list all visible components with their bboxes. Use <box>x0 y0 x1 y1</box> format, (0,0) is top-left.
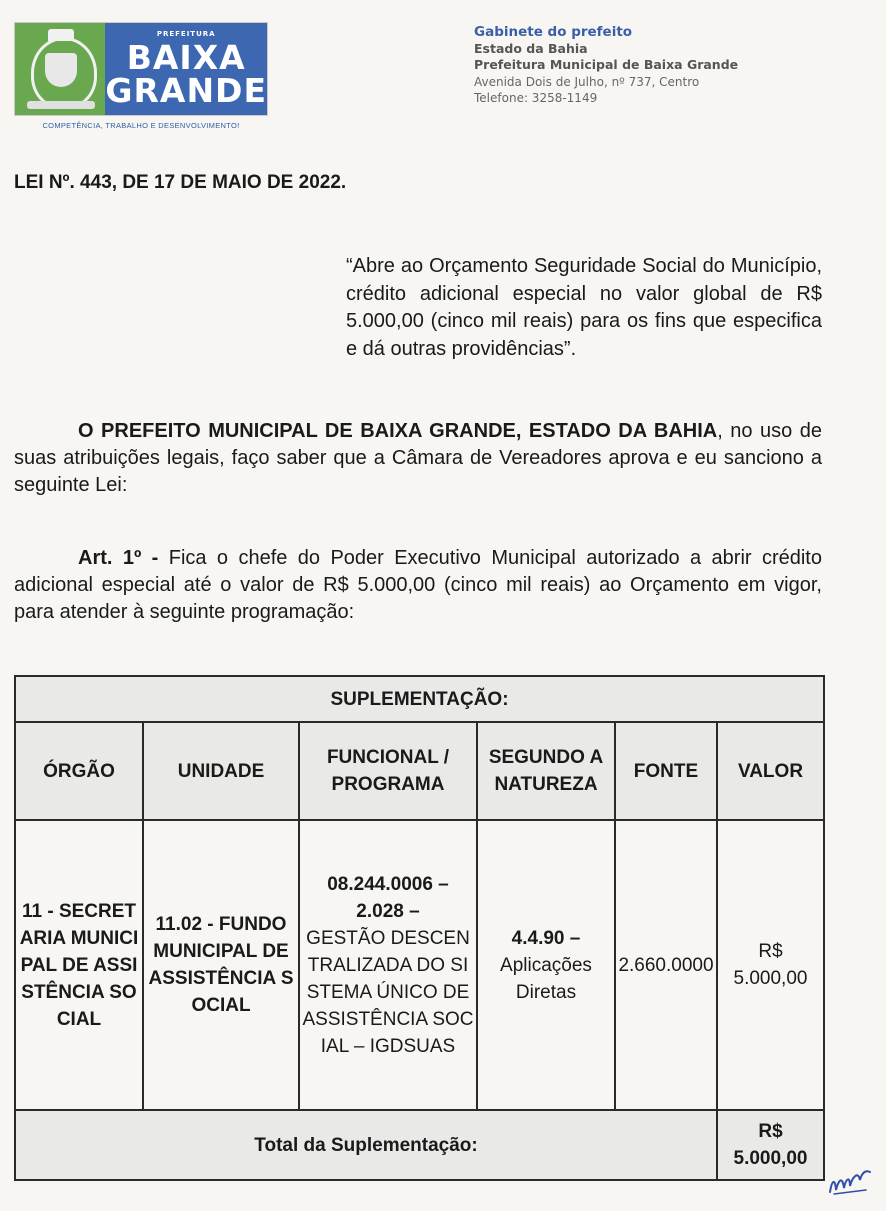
table-header-row <box>15 722 824 820</box>
preamble-paragraph <box>14 418 822 499</box>
logo-wordmark <box>105 23 267 115</box>
total-value: R$ 5.000,00 <box>717 1110 824 1180</box>
header-unidade: UNIDADE <box>143 722 299 820</box>
natureza-code: 4.4.90 – <box>511 927 581 949</box>
table-title-row <box>15 676 824 722</box>
office-name: Gabinete do prefeito <box>474 24 633 40</box>
funcional-code: 08.244.0006 – 2.028 – <box>327 873 449 922</box>
cell-funcional <box>299 820 477 1110</box>
total-label: Total da Suplementação: <box>15 1110 717 1180</box>
cell-natureza <box>477 820 615 1110</box>
office-phone: Telefone: 3258-1149 <box>474 91 598 105</box>
header-funcional: FUNCIONAL / PROGRAMA <box>299 722 477 820</box>
coat-of-arms-icon <box>15 23 105 115</box>
logo-word-1: BAIXA <box>126 38 246 77</box>
handwritten-initials <box>826 1166 874 1198</box>
cell-orgao: 11 - SECRETARIA MUNICIPAL DE ASSISTÊNCIA SOCIAL <box>15 820 143 1110</box>
law-title: LEI Nº. 443, DE 17 DE MAIO DE 2022. <box>14 172 347 193</box>
supplementation-table <box>14 675 825 1181</box>
table-title: SUPLEMENTAÇÃO: <box>15 676 824 722</box>
table-row <box>15 820 824 1110</box>
office-address-block <box>474 24 738 107</box>
municipal-logo <box>14 22 268 130</box>
preamble-authority: O PREFEITO MUNICIPAL DE BAIXA GRANDE, ESTADO DA BAHIA <box>78 420 718 442</box>
header-fonte: FONTE <box>615 722 717 820</box>
logo-word-2: GRANDE <box>105 71 267 110</box>
logo-banner <box>14 22 268 116</box>
preamble-text: , no uso de suas atribuições legais, faço saber que a Câmara de Vereadores aprova e eu sanciono a seguinte Lei: <box>14 420 822 496</box>
cell-unidade: 11.02 - FUNDO MUNICIPAL DE ASSISTÊNCIA SOCIAL <box>143 820 299 1110</box>
office-address: Avenida Dois de Julho, nº 737, Centro <box>474 74 700 89</box>
header-valor: VALOR <box>717 722 824 820</box>
article-1-paragraph <box>14 545 822 626</box>
header-natureza: SEGUNDO A NATUREZA <box>477 722 615 820</box>
article-1-text: Fica o chefe do Poder Executivo Municipal autorizado a abrir crédito adicional especial até o valor de R$ 5.000,00 (cinco mil reais) ao Orçamento em vigor, para atender à seguinte programação: <box>14 547 822 623</box>
funcional-description: GESTÃO DESCENTRALIZADA DO SISTEMA ÚNICO DE ASSISTÊNCIA SOCIAL – IGDSUAS <box>302 927 474 1057</box>
table-total-row <box>15 1110 824 1180</box>
natureza-description: Aplicações Diretas <box>500 954 592 1003</box>
office-prefecture: Prefeitura Municipal de Baixa Grande <box>474 57 739 72</box>
law-summary: “Abre ao Orçamento Seguridade Social do Município, crédito adicional especial no valor global de R$ 5.000,00 (cinco mil reais) para os fins que especifica e dá outras providências”. <box>346 255 822 360</box>
cell-fonte: 2.660.0000 <box>615 820 717 1110</box>
cell-valor: R$ 5.000,00 <box>717 820 824 1110</box>
logo-caption: PREFEITURA <box>156 30 216 38</box>
office-state: Estado da Bahia <box>474 40 588 56</box>
header-orgao: ÓRGÃO <box>15 722 143 820</box>
logo-slogan: COMPETÊNCIA, TRABALHO E DESENVOLVIMENTO! <box>42 121 240 130</box>
article-1-label: Art. 1º - <box>78 547 159 569</box>
